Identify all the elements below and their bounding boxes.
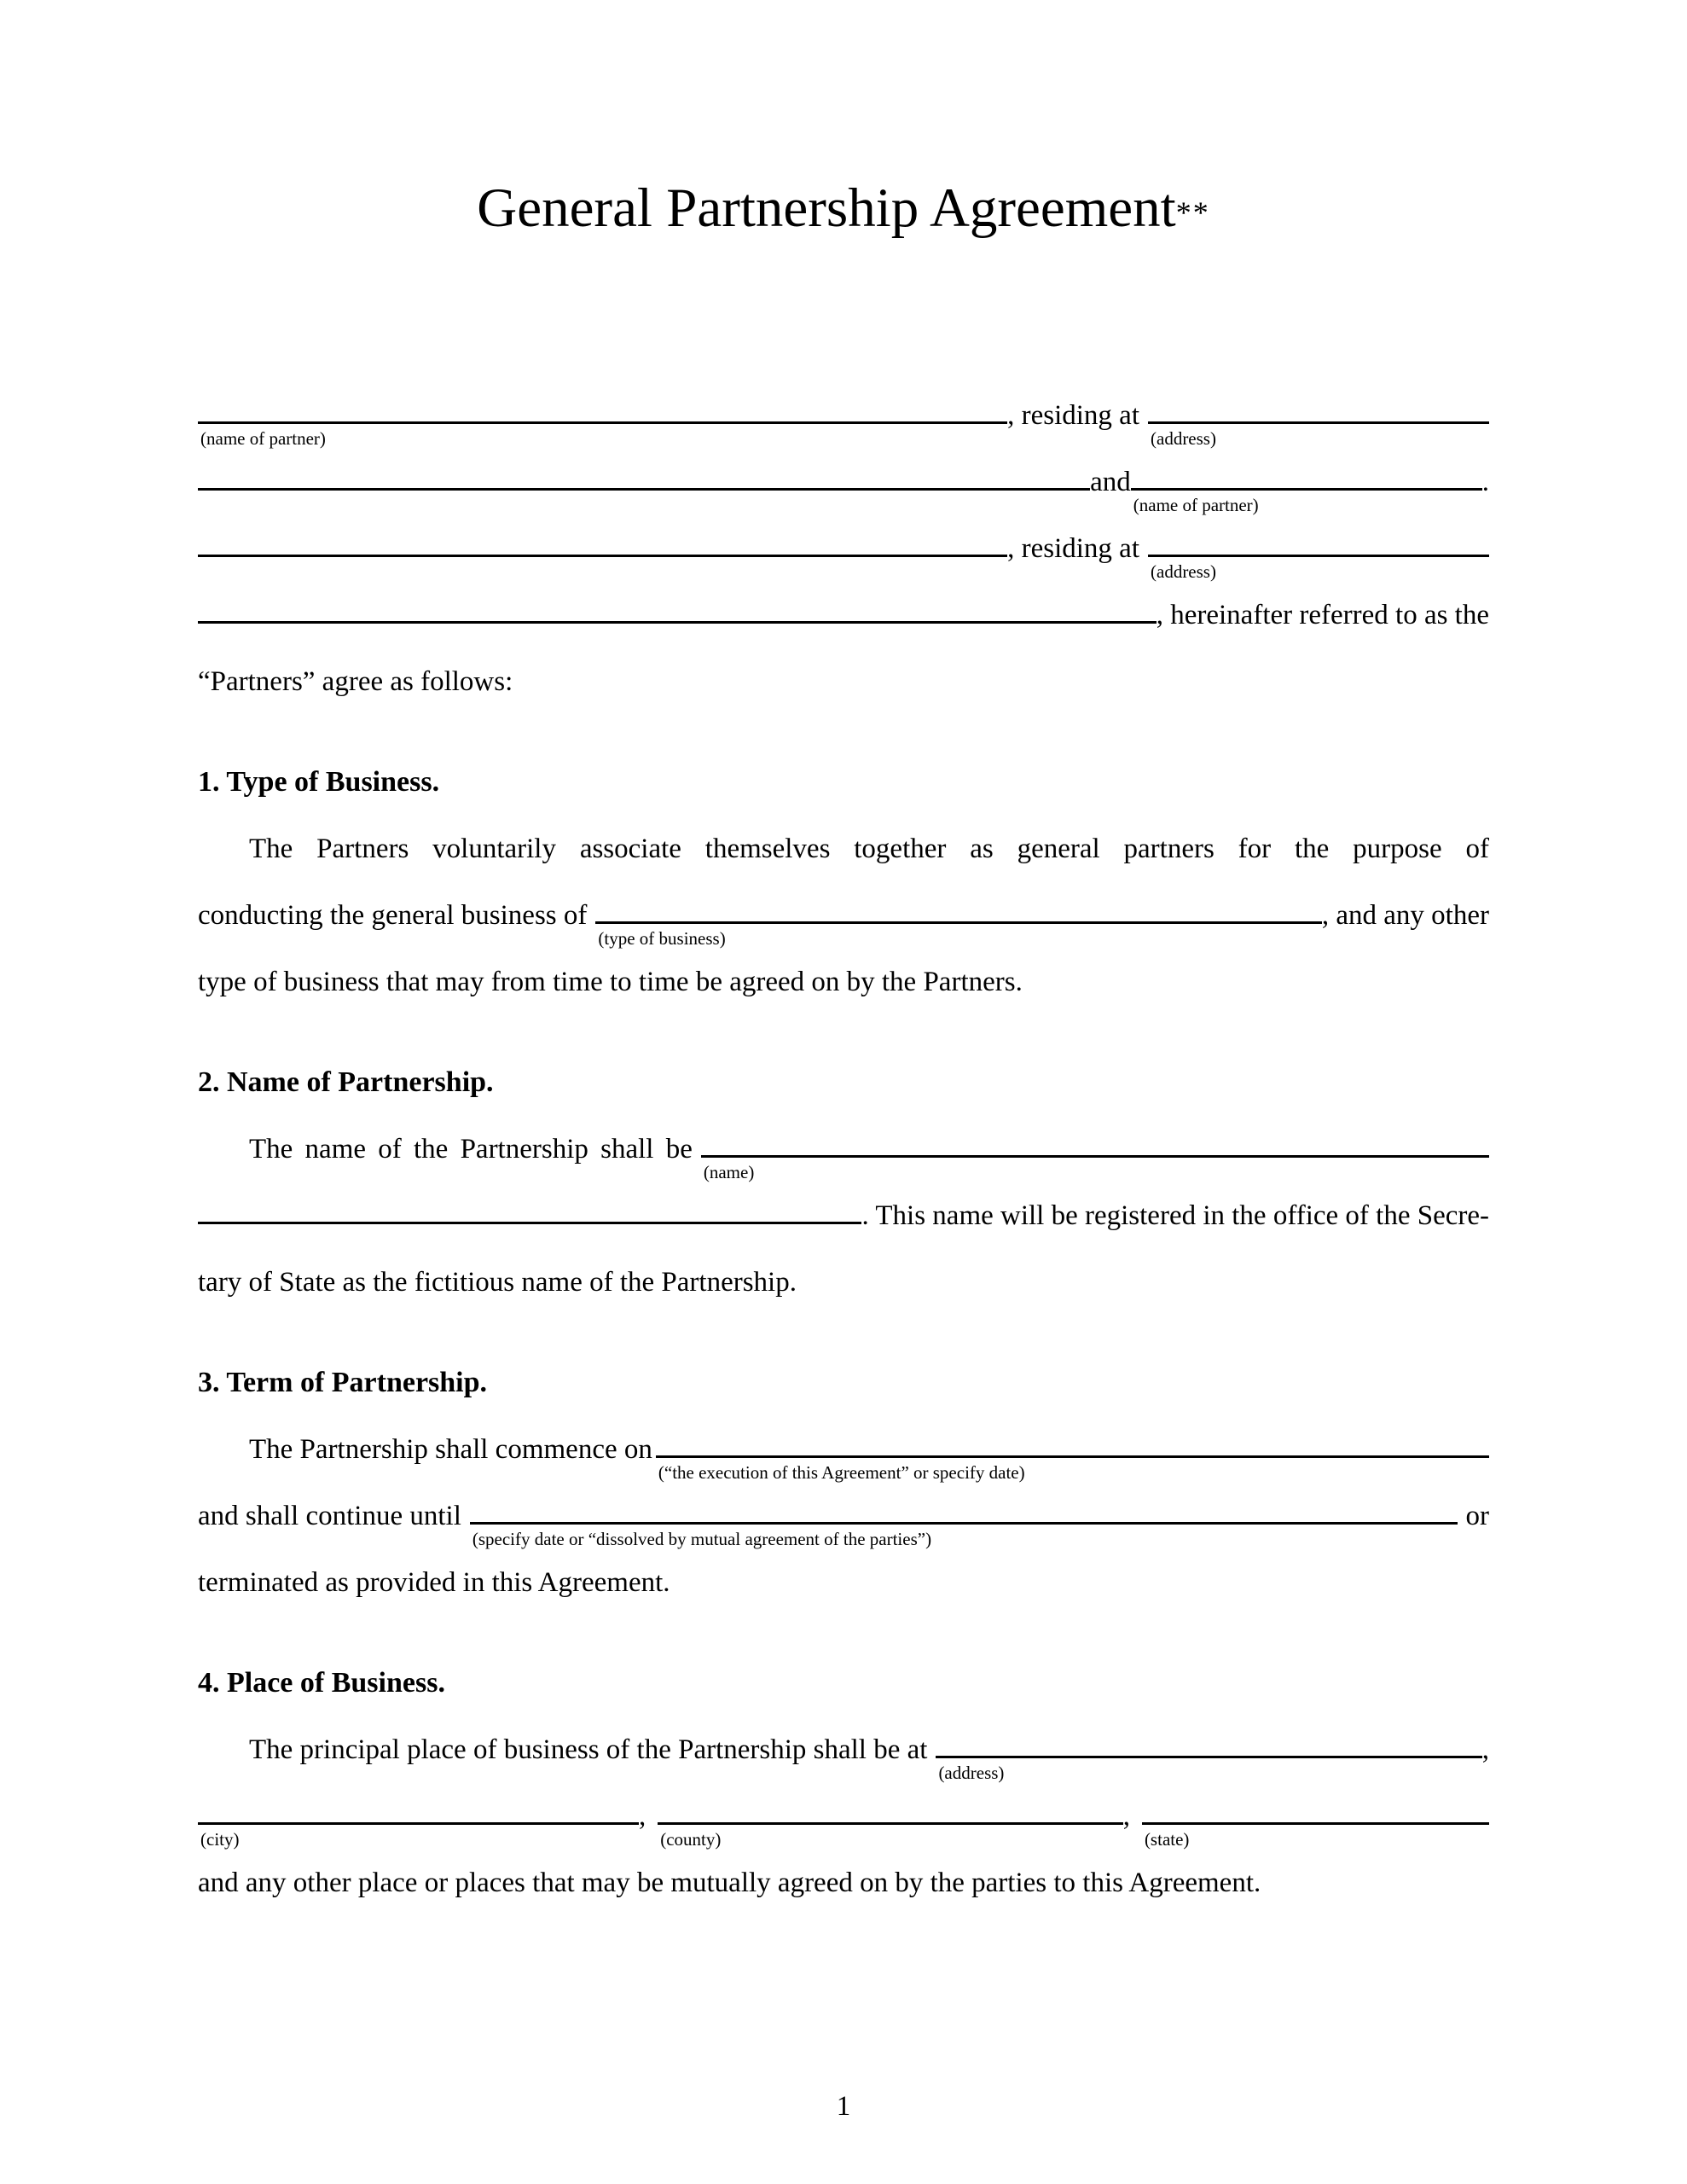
field-label-type-of-business: (type of business) <box>598 928 726 949</box>
title-footnote-marker: ** <box>1175 195 1210 229</box>
section-type-of-business <box>198 749 1489 1015</box>
blank-city <box>198 1822 639 1850</box>
section-place-of-business <box>198 1650 1489 1916</box>
field-label-execution-date: (“the execution of this Agreement” or specify date) <box>658 1462 1025 1483</box>
and-text: and <box>1090 467 1131 497</box>
blank-business-address <box>936 1756 1481 1783</box>
field-label-name-of-partner: (name of partner) <box>1133 495 1259 515</box>
field-label-address: (address) <box>1151 428 1216 449</box>
form-line <box>198 1783 1489 1850</box>
paragraph-text: , and any other <box>1321 900 1489 931</box>
blank-address-continuation <box>198 488 1090 491</box>
blank-partnership-name <box>701 1155 1489 1182</box>
blank-partner1-address <box>1148 421 1489 449</box>
paragraph-line: The Partners voluntarily associate themselves together as general partners for the purpose of <box>249 834 1489 864</box>
comma-text: , <box>1481 1734 1489 1765</box>
form-line <box>198 515 1489 582</box>
field-label-name-of-partner: (name of partner) <box>200 428 326 449</box>
blank-commencement-date <box>656 1455 1489 1483</box>
blank-partner2-name-continuation <box>198 555 1007 557</box>
paragraph-text: . This name will be registered in the office of the Secre- <box>861 1200 1489 1231</box>
party-identification-block <box>198 382 1489 715</box>
form-line <box>198 582 1489 648</box>
blank-partner2-name <box>1131 488 1482 515</box>
hereinafter-text: , hereinafter referred to as the <box>1156 600 1489 630</box>
paragraph-text: conducting the general business of <box>198 900 588 931</box>
section-heading: 4. Place of Business. <box>198 1667 445 1699</box>
section-name-of-partnership <box>198 1049 1489 1316</box>
title-text: General Partnership Agreement <box>477 177 1176 239</box>
form-line <box>198 1416 1489 1483</box>
residing-at-text: , residing at <box>1007 533 1139 564</box>
form-line <box>198 449 1489 515</box>
blank-county <box>658 1822 1122 1850</box>
field-label-city: (city) <box>200 1829 240 1850</box>
blank-termination-date <box>470 1522 1458 1549</box>
field-label-termination-date: (specify date or “dissolved by mutual agreement of the parties”) <box>472 1529 932 1549</box>
paragraph-line: type of business that may from time to time be agreed on by the Partners. <box>198 967 1023 997</box>
paragraph-line: “Partners” agree as follows: <box>198 666 513 697</box>
paragraph-text: The name of the Partnership shall be <box>249 1134 693 1165</box>
section-term-of-partnership <box>198 1350 1489 1616</box>
paragraph-line: tary of State as the fictitious name of the Partnership. <box>198 1267 797 1298</box>
paragraph-text: and shall continue until <box>198 1501 461 1531</box>
form-line <box>198 1116 1489 1182</box>
blank-partnership-name-continuation <box>198 1222 861 1224</box>
period-text: . <box>1481 467 1489 497</box>
form-line <box>198 1182 1489 1249</box>
page-number: 1 <box>836 2091 851 2122</box>
comma-text: , <box>1122 1801 1130 1832</box>
field-label-address: (address) <box>1151 561 1216 582</box>
blank-state <box>1142 1822 1489 1850</box>
form-line <box>198 882 1489 949</box>
field-label-state: (state) <box>1144 1829 1190 1850</box>
section-heading: 3. Term of Partnership. <box>198 1367 488 1398</box>
paragraph-text: The Partnership shall commence on <box>249 1434 652 1465</box>
section-heading: 2. Name of Partnership. <box>198 1066 494 1098</box>
paragraph-text: or <box>1465 1501 1489 1531</box>
field-label-address: (address) <box>938 1763 1005 1783</box>
form-line <box>198 382 1489 449</box>
document-title <box>198 0 1489 246</box>
field-label-county: (county) <box>660 1829 722 1850</box>
form-line <box>198 1483 1489 1549</box>
form-line <box>198 1716 1489 1783</box>
paragraph-line: terminated as provided in this Agreement. <box>198 1567 670 1598</box>
blank-partner2-address <box>1148 555 1489 582</box>
section-heading: 1. Type of Business. <box>198 766 440 798</box>
field-label-name: (name) <box>703 1162 755 1182</box>
comma-text: , <box>638 1801 646 1832</box>
blank-partner1-name <box>198 421 1007 449</box>
residing-at-text: , residing at <box>1007 400 1139 431</box>
paragraph-line: and any other place or places that may be mutually agreed on by the parties to this Agreement. <box>198 1867 1261 1898</box>
blank-type-of-business <box>595 921 1322 949</box>
blank-address-continuation <box>198 621 1157 624</box>
paragraph-text: The principal place of business of the Partnership shall be at <box>249 1734 928 1765</box>
